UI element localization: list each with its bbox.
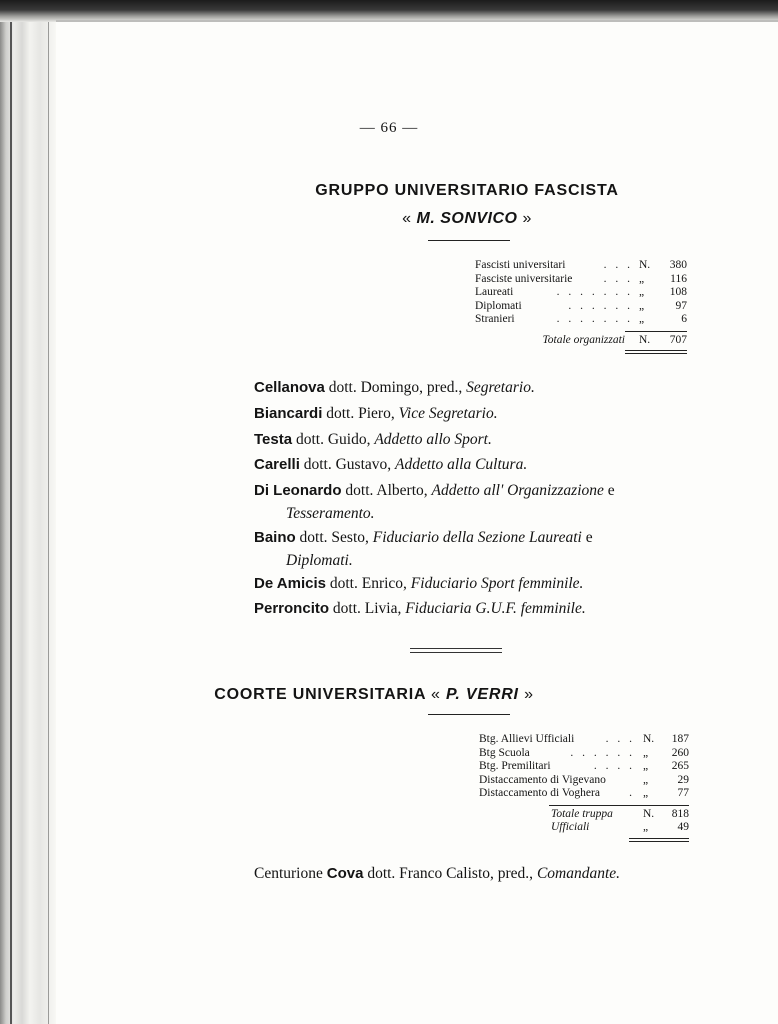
stats-leader-dots: . . . . . . .	[556, 313, 633, 325]
stats-row	[479, 747, 689, 761]
stats-label: Distaccamento di Voghera	[479, 787, 600, 799]
stats-total-row	[475, 334, 687, 348]
stats-leader-dots: . . . .	[593, 760, 635, 772]
person-role: Addetto allo Sport.	[374, 431, 492, 448]
section1-title-rule	[428, 240, 510, 241]
person-details: dott. Sesto,	[299, 529, 369, 546]
person-details: dott. Livia,	[332, 600, 402, 617]
stats-label: Btg Scuola	[479, 746, 530, 759]
stats-row	[475, 300, 687, 314]
stats-value: 77	[677, 787, 689, 799]
stats-value: 265	[671, 760, 689, 772]
stats-value: 29	[677, 773, 689, 786]
person-name: Biancardi	[254, 405, 323, 422]
stats-row	[475, 313, 687, 327]
person-entry	[254, 479, 688, 525]
section2-subtitle-name: P. VERRI	[446, 686, 519, 703]
stats-value: 97	[675, 299, 687, 312]
person-role: Fiduciario Sport femminile.	[410, 575, 584, 592]
person-role: Addetto alla Cultura.	[395, 456, 528, 473]
stats-label: Btg. Allievi Ufficiali	[479, 733, 575, 745]
stats-double-rule	[625, 350, 687, 351]
commander-name: Cova	[326, 865, 364, 882]
person-details: dott. Enrico,	[329, 575, 407, 592]
person-details: dott. Piero,	[326, 405, 395, 422]
person-role: Fiduciario della Sezione Laureati	[372, 529, 582, 546]
stats-leader-dots: . . . . . . .	[556, 286, 633, 298]
person-name: Carelli	[254, 456, 300, 473]
stats-ditto-mark: „	[643, 746, 649, 759]
stats-total-label: Ufficiali	[551, 821, 590, 833]
stats-row	[475, 273, 687, 287]
stats-total-label: Totale truppa	[551, 807, 613, 820]
stats-row	[475, 259, 687, 273]
stats-label: Diplomati	[475, 299, 522, 312]
stats-label: Fascisti universitari	[475, 259, 566, 271]
stats-ditto-mark: „	[643, 787, 649, 799]
person-details: dott. Domingo, pred.,	[328, 379, 463, 396]
stats-label: Stranieri	[475, 313, 515, 325]
stats-ditto-mark: „	[639, 313, 645, 325]
stats-leader-dots: .	[629, 787, 635, 799]
stats-total-value: 818	[671, 807, 689, 820]
stats-leader-dots: . . .	[603, 272, 633, 285]
person-name: Di Leonardo	[254, 482, 342, 499]
subtitle-close-quote: »	[524, 686, 534, 703]
stats-total-symbol: N.	[643, 807, 655, 820]
person-name: De Amicis	[254, 575, 326, 592]
section2-title: COORTE UNIVERSITARIA	[214, 686, 426, 703]
stats-sum-rule	[549, 805, 689, 806]
person-role-tail: e	[585, 529, 593, 546]
scan-top-edge	[0, 0, 778, 22]
stats-double-rule	[629, 838, 689, 839]
page-number: — 66 —	[359, 120, 419, 136]
person-role: Segretario.	[466, 379, 535, 396]
person-entry	[254, 376, 694, 399]
stats-ditto-mark: „	[643, 773, 649, 786]
page-top-edge	[56, 20, 778, 22]
section2-title-rule	[428, 714, 510, 715]
person-details: dott. Alberto,	[345, 482, 428, 499]
stats-double-rule	[629, 841, 689, 842]
person-role-continuation: Diplomati.	[286, 552, 353, 569]
person-role: Vice Segretario.	[398, 405, 498, 422]
stats-label: Fasciste universitarie	[475, 272, 573, 285]
section2-title-line	[0, 686, 748, 704]
stats-double-rule	[625, 353, 687, 354]
subtitle-open-quote: «	[402, 210, 412, 227]
section1-subtitle	[0, 210, 778, 228]
binding-fold-line	[48, 20, 49, 1024]
stats-total-value: 707	[669, 333, 687, 346]
commander-rank: Centurione	[254, 865, 323, 882]
stats-row	[479, 733, 689, 747]
person-role-tail: e	[607, 482, 615, 499]
stats-total-symbol: „	[643, 821, 649, 833]
stats-value: 6	[681, 313, 687, 325]
stats-ditto-mark: „	[639, 286, 645, 298]
section2-commander	[254, 862, 714, 885]
subtitle-close-quote: »	[522, 210, 532, 227]
stats-row	[479, 787, 689, 801]
stats-total-row	[479, 821, 689, 835]
person-entry	[254, 597, 694, 620]
stats-leader-dots: . . . . . .	[570, 746, 635, 759]
commander-details: dott. Franco Calisto, pred.,	[367, 865, 534, 882]
person-entry	[254, 572, 694, 595]
section1-title: GRUPPO UNIVERSITARIO FASCISTA	[315, 182, 619, 199]
stats-row	[479, 760, 689, 774]
stats-ditto-mark: N.	[643, 733, 655, 745]
commander-role: Comandante.	[536, 865, 621, 882]
stats-row	[475, 286, 687, 300]
person-details: dott. Guido,	[295, 431, 371, 448]
section1-subtitle-name: M. SONVICO	[416, 210, 518, 227]
stats-leader-dots: . . . . . .	[568, 299, 633, 312]
binding-shadow-line	[10, 0, 12, 1024]
stats-ditto-mark: N.	[639, 259, 651, 271]
subtitle-open-quote: «	[431, 686, 441, 703]
person-entry	[254, 428, 694, 451]
stats-ditto-mark: „	[643, 760, 649, 772]
section-divider-top	[410, 648, 502, 649]
stats-sum-rule	[625, 331, 687, 332]
person-role: Fiduciaria G.U.F. femminile.	[405, 600, 586, 617]
stats-total-value: 49	[677, 821, 689, 833]
person-name: Testa	[254, 431, 293, 448]
stats-total-label: Totale organizzati	[542, 333, 625, 346]
stats-row	[479, 774, 689, 788]
stats-value: 380	[669, 259, 687, 271]
stats-total-row	[479, 808, 689, 822]
person-role: Addetto all' Organizzazione	[431, 482, 604, 499]
stats-leader-dots: . . .	[603, 259, 633, 271]
person-name: Cellanova	[254, 379, 325, 396]
section2-stats-table	[479, 733, 689, 842]
stats-value: 260	[671, 746, 689, 759]
person-name: Baino	[254, 529, 296, 546]
stats-ditto-mark: „	[639, 299, 645, 312]
stats-label: Laureati	[475, 286, 514, 298]
stats-label: Distaccamento di Vigevano	[479, 773, 606, 786]
person-entry	[254, 526, 688, 572]
person-name: Perroncito	[254, 600, 330, 617]
stats-value: 108	[669, 286, 687, 298]
section1-stats-table	[475, 259, 687, 354]
person-entry	[254, 402, 694, 425]
person-details: dott. Gustavo,	[303, 456, 392, 473]
stats-total-symbol: N.	[639, 333, 651, 346]
stats-leader-dots: . . .	[605, 733, 635, 745]
person-entry	[254, 453, 694, 476]
stats-label: Btg. Premilitari	[479, 760, 551, 772]
section-divider-bottom	[410, 652, 502, 653]
stats-value: 187	[671, 733, 689, 745]
person-role-continuation: Tesseramento.	[286, 505, 375, 522]
stats-value: 116	[670, 272, 687, 285]
stats-ditto-mark: „	[639, 272, 645, 285]
